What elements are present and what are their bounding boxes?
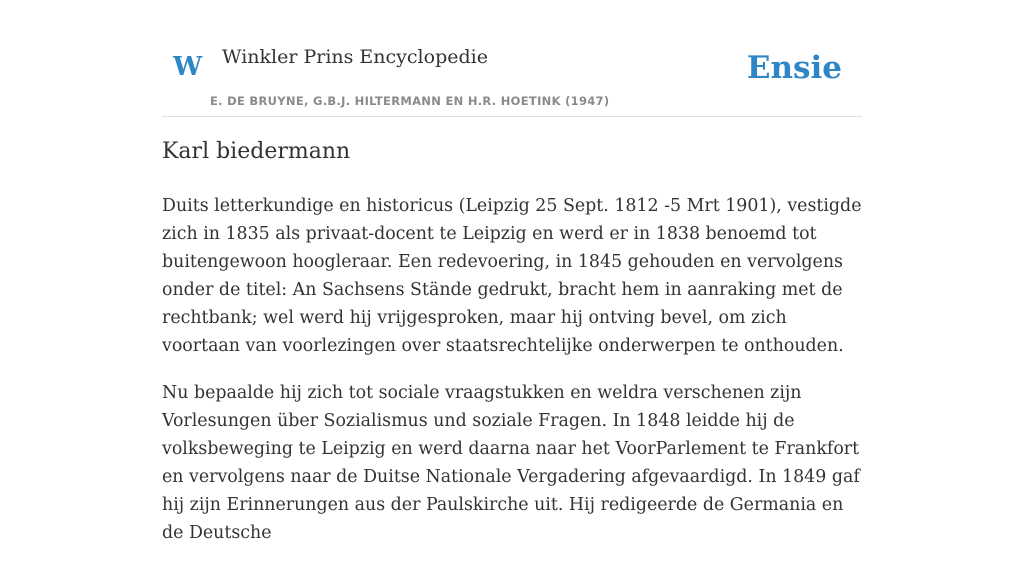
publication-logo-icon: W: [173, 52, 203, 82]
site-header: [162, 0, 862, 117]
article-paragraph: Nu bepaalde hij zich tot sociale vraagstukken en weldra verschenen zijn Vorlesungen über Sozialismus und soziale Fragen. In 1848 leidde hij de volksbeweging te Leipzig en werd daarna naar het VoorParlement te Frankfort en vervolgens naar de Duitse Nationale Vergadering afgevaardigd. In 1849 gaf hij zijn Erinnerungen aus der Paulskirche uit. Hij redigeerde de Germania en de Deutsche: [162, 383, 860, 543]
publication-title[interactable]: Winkler Prins Encyclopedie: [222, 46, 488, 68]
article-body: [162, 192, 866, 566]
publication-authors: E. DE BRUYNE, G.B.J. HILTERMANN EN H.R. HOETINK (1947): [210, 94, 610, 108]
article-title: Karl biedermann: [162, 139, 351, 164]
article-paragraph: Duits letterkundige en historicus (Leipzig 25 Sept. 1812 -5 Mrt 1901), vestigde zich in 1835 als privaat-docent te Leipzig en werd er in 1838 benoemd tot buitengewoon hoogleraar. Een redevoering, in 1845 gehouden en vervolgens onder de titel: An Sachsens Stände gedrukt, bracht hem in aanraking met de rechtbank; wel werd hij vrijgesproken, maar hij ontving bevel, om zich voortaan van voorlezingen over staatsrechtelijke onderwerpen te onthouden.: [162, 196, 862, 356]
ensie-brand-link[interactable]: Ensie: [746, 50, 842, 86]
